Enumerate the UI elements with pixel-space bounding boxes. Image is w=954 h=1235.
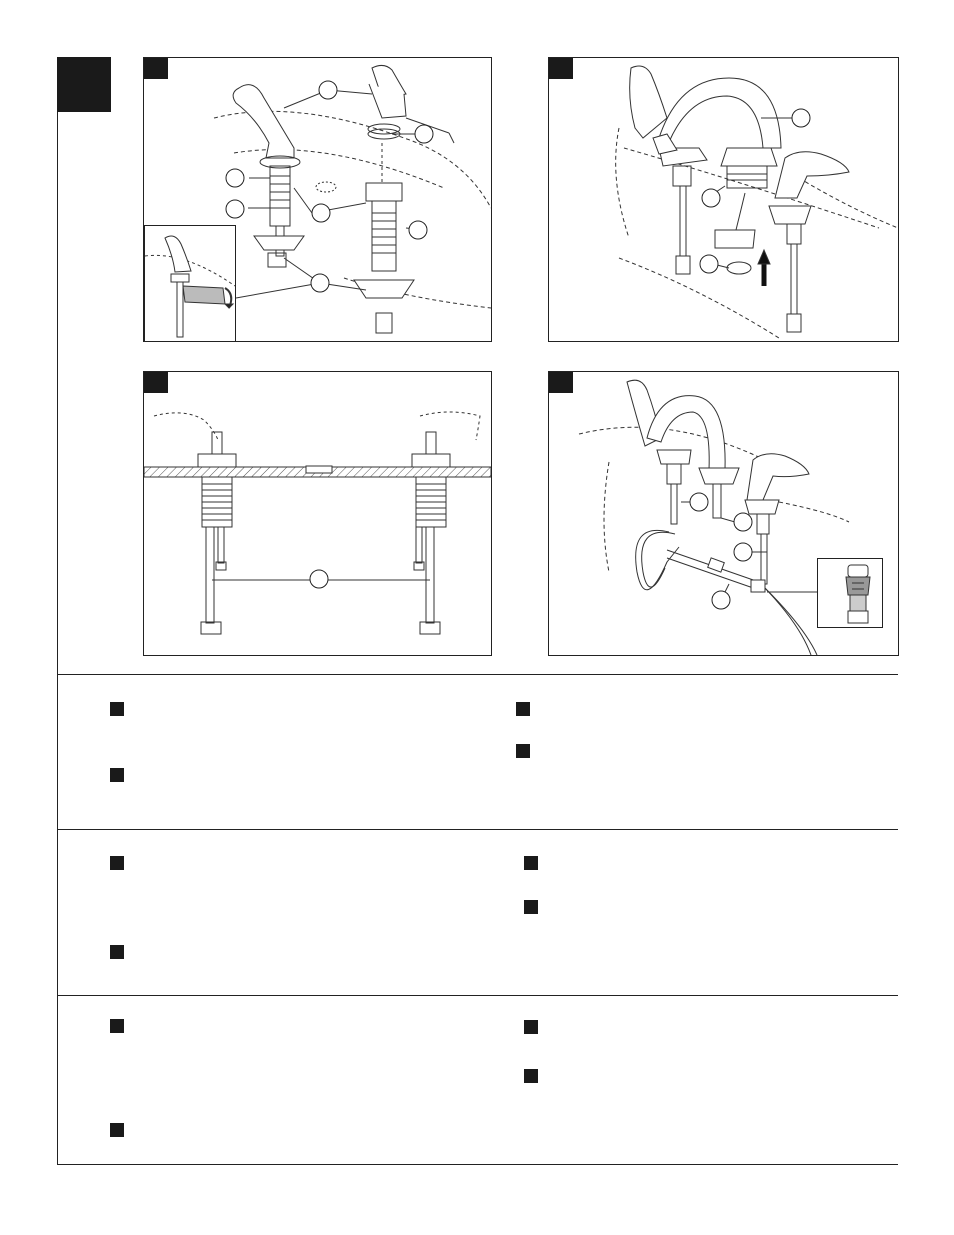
callout-circle-icon [226, 169, 244, 187]
step-marker-icon [110, 1123, 124, 1137]
step-marker-icon [524, 1020, 538, 1034]
figure-panel-2 [548, 57, 899, 342]
section-divider-2 [57, 829, 898, 830]
callout-circle-icon [690, 493, 708, 511]
callout-circle-icon [700, 255, 718, 273]
deck-cross-section-illustration [144, 372, 491, 655]
quick-connector-icon [818, 559, 882, 627]
wrench-detail-inset [144, 225, 236, 342]
step-marker-icon [516, 744, 530, 758]
wrench-icon [145, 226, 235, 341]
step-marker-icon [524, 1069, 538, 1083]
step-marker-icon [110, 945, 124, 959]
connector-detail-inset [817, 558, 883, 628]
section-divider-1 [57, 674, 898, 675]
section-divider-3 [57, 995, 898, 996]
callout-circle-icon [734, 543, 752, 561]
step-marker-icon [110, 1019, 124, 1033]
section-divider-bottom [57, 1164, 898, 1165]
figure-panel-3 [143, 371, 492, 656]
callout-circle-icon [319, 81, 337, 99]
callout-circle-icon [312, 204, 330, 222]
callout-circle-icon [702, 189, 720, 207]
callout-circle-icon [712, 591, 730, 609]
step-marker-icon [524, 900, 538, 914]
callout-circle-icon [415, 125, 433, 143]
callout-circle-icon [792, 109, 810, 127]
step-marker-icon [110, 856, 124, 870]
step-marker-icon [110, 702, 124, 716]
step-marker-icon [110, 768, 124, 782]
callout-circle-icon [734, 513, 752, 531]
spout-installation-illustration [549, 58, 898, 341]
figure-panel-4 [548, 371, 899, 656]
step-number-block [57, 57, 111, 112]
callout-circle-icon [226, 200, 244, 218]
step-marker-icon [516, 702, 530, 716]
figure-panel-1 [143, 57, 492, 342]
callout-circle-icon [409, 221, 427, 239]
callout-circle-icon [310, 570, 328, 588]
callout-circle-icon [311, 274, 329, 292]
step-marker-icon [524, 856, 538, 870]
page-frame-left [57, 57, 58, 1165]
